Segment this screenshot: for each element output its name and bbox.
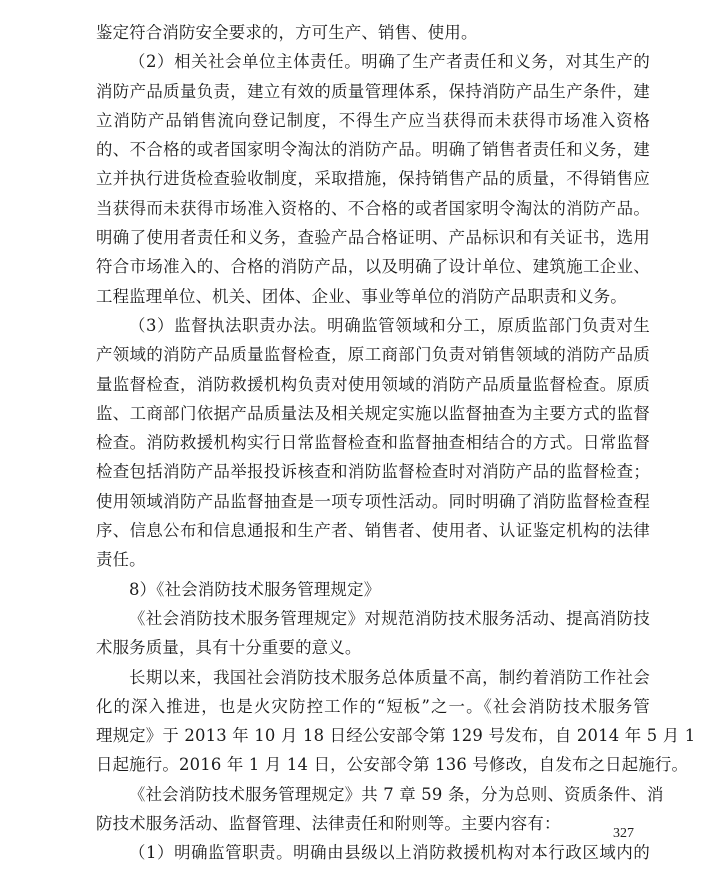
text-line: 检查包括消防产品举报投诉核查和消防监督检查时对消防产品的监督检查； bbox=[96, 462, 650, 482]
text-line: 消防产品质量负责，建立有效的质量管理体系，保持消防产品生产条件，建 bbox=[96, 81, 650, 101]
text-line: 防技术服务活动、监督管理、法律责任和附则等。主要内容有： bbox=[96, 814, 561, 834]
text-line: 鉴定符合消防安全要求的，方可生产、销售、使用。 bbox=[96, 23, 478, 42]
text-line: 当获得而未获得市场准入资格的、不合格的或者国家明令淘汰的消防产品。 bbox=[96, 198, 650, 218]
text-line: 产领域的消防产品质量监督检查，原工商部门负责对销售领域的消防产品质 bbox=[96, 345, 650, 365]
document-page bbox=[96, 18, 696, 868]
text-line: 责任。 bbox=[96, 550, 146, 570]
text-line: 使用领域消防产品监督抽查是一项专项性活动。同时明确了消防监督检查程 bbox=[96, 491, 650, 511]
text-line: （1）明确监管职责。明确由县级以上消防救援机构对本行政区域内的 bbox=[129, 843, 650, 863]
text-line: 8）《社会消防技术服务管理规定》 bbox=[129, 579, 381, 599]
text-line: （2）相关社会单位主体责任。明确了生产者责任和义务，对其生产的 bbox=[129, 52, 650, 72]
text-line: 化的深入推进，也是火灾防控工作的“短板”之一。《社会消防技术服务管 bbox=[96, 696, 650, 716]
text-line: 明确了使用者责任和义务，查验产品合格证明、产品标识和有关证书，选用 bbox=[96, 228, 650, 248]
text-line: 《社会消防技术服务管理规定》对规范消防技术服务活动、提高消防技 bbox=[129, 608, 650, 628]
text-line: 的、不合格的或者国家明令淘汰的消防产品。明确了销售者责任和义务，建 bbox=[96, 140, 650, 160]
text-line: 量监督检查，消防救援机构负责对使用领域的消防产品质量监督检查。原质 bbox=[96, 374, 650, 394]
text-line: 长期以来，我国社会消防技术服务总体质量不高，制约着消防工作社会 bbox=[129, 667, 650, 687]
text-line: （3）监督执法职责办法。明确监管领域和分工，原质监部门负责对生 bbox=[129, 315, 650, 335]
text-line: 工程监理单位、机关、团体、企业、事业等单位的消防产品职责和义务。 bbox=[96, 286, 627, 306]
text-line: 序、信息公布和信息通报和生产者、销售者、使用者、认证鉴定机构的法律 bbox=[96, 521, 650, 541]
text-line: 监、工商部门依据产品质量法及相关规定实施以监督抽查为主要方式的监督 bbox=[96, 403, 650, 423]
page-number: 327 bbox=[613, 826, 634, 841]
text-line: 检查。消防救援机构实行日常监督检查和监督抽查相结合的方式。日常监督 bbox=[96, 433, 650, 453]
text-line: 符合市场准入的、合格的消防产品，以及明确了设计单位、建筑施工企业、 bbox=[96, 257, 650, 277]
text-line: 术服务质量，具有十分重要的意义。 bbox=[96, 638, 362, 658]
text-line: 立并执行进货检查验收制度，采取措施，保持销售产品的质量，不得销售应 bbox=[96, 169, 650, 189]
text-line: 《社会消防技术服务管理规定》共 7 章 59 条，分为总则、资质条件、消 bbox=[129, 784, 664, 804]
text-line: 立消防产品销售流向登记制度，不得生产应当获得而未获得市场准入资格 bbox=[96, 110, 650, 130]
text-line: 理规定》于 2013 年 10 月 18 日经公安部令第 129 号发布，自 2014 年 5 月 1 bbox=[96, 726, 696, 746]
text-line: 日起施行。2016 年 1 月 14 日，公安部令第 136 号修改，自发布之日起施行。 bbox=[96, 755, 689, 775]
